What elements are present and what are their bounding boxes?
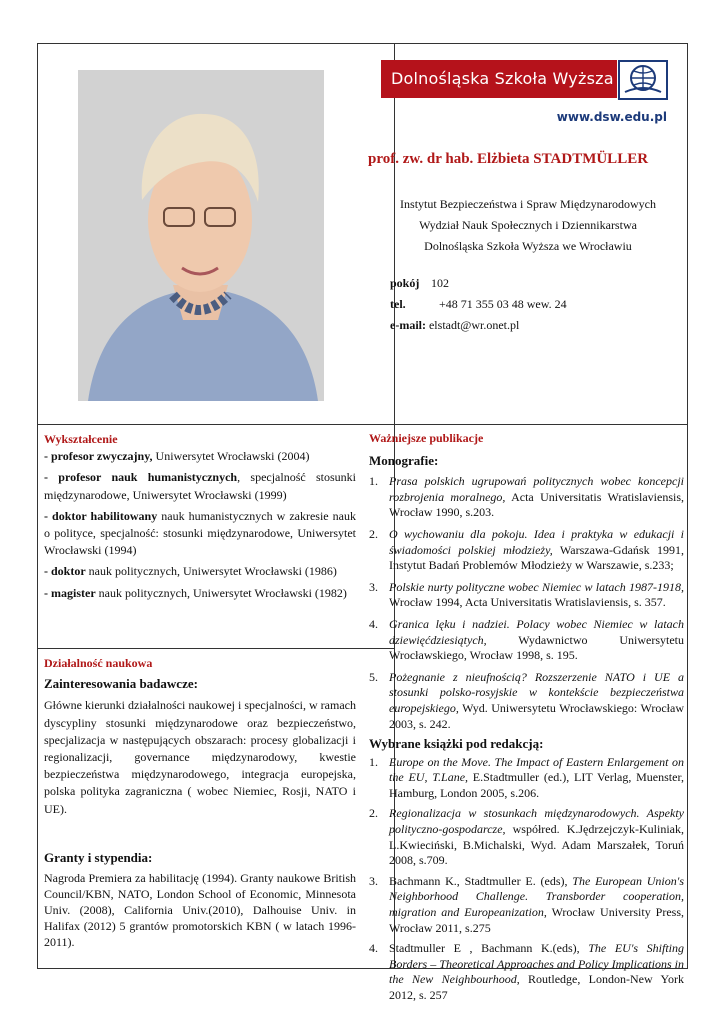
publications-title: Ważniejsze publikacje [369,431,484,445]
list-item: 4. Granica lęku i nadziei. Polacy wobec Niemiec w latach dziewięćdziesiątych, Wydawnictwo Uniwersytetu Wrocławskiego, Wrocław 1998, s. 195. [369,616,684,663]
monographs-list [369,474,684,732]
room-row [390,273,567,294]
education-title: Wykształcenie [44,432,118,446]
list-item: 4. Stadtmuller E , Bachmann K.(eds), The EU's Shifting Borders – Theoretical Approaches and Policy Implications in the New Neighbourhood, Routledge, London-New York 2012, s. 257 [369,941,684,1002]
affiliation-institute: Instytut Bezpieczeństwa i Spraw Międzynarodowych [400,197,656,211]
research-subtitle: Zainteresowania badawcze: [44,676,198,692]
person-name: prof. zw. dr hab. Elżbieta STADTMÜLLER [368,151,649,167]
grants-section [44,850,356,950]
research-section [44,655,356,818]
email-value[interactable]: elstadt@wr.onet.pl [428,318,520,332]
affiliation-school: Dolnośląska Szkoła Wyższa we Wrocławiu [424,239,632,253]
publications-section [369,431,684,738]
list-item: 3. Bachmann K., Stadtmuller E. (eds), The European Union's Neighborhood Challenge. Transborder cooperation, migration and Europeanization, Wrocław University Press, Wrocław 2011, s.275 [369,873,684,935]
affiliation [378,194,678,257]
email-label: e-mail: [390,318,426,332]
portrait-photo [78,70,324,401]
affiliation-faculty: Wydział Nauk Społecznych i Dziennikarstwa [419,218,637,232]
list-item: 3. Polskie nurty polityczne wobec Niemiec w latach 1987-1918, Wrocław 1994, Acta Universitatis Wratislaviensis, s. 357. [369,579,684,610]
room-label: pokój [390,276,420,290]
education-section [44,431,356,606]
edited-books-title: Wybrane książki pod redakcją: [369,736,544,751]
row-divider [38,424,687,425]
education-item: - profesor zwyczajny, Uniwersytet Wrocławski (2004) [44,449,310,464]
email-row [390,315,567,336]
tel-label: tel. [390,297,406,311]
logo-text: Dolnośląska Szkoła Wyższa [381,60,617,98]
dsw-logo[interactable] [381,60,669,142]
cv-sheet [37,43,688,1002]
dsw-book-globe-icon [617,60,669,100]
education-item: - profesor nauk humanistycznych, specjalność stosunki międzynarodowe, Uniwersytet Wrocławski (1999) [44,470,356,502]
tel-row [390,294,567,315]
logo-url[interactable]: www.dsw.edu.pl [556,110,667,124]
education-item: - magister nauk politycznych, Uniwersytet Wrocławski (1982) [44,585,347,600]
list-item: 5. Pożegnanie z nieufnością? Rozszerzenie NATO i UE a stosunki polsko-rosyjskie w kontekście bezpieczeństwa europejskiego, Wyd. Uniwersytetu Wrocławskiego: Wrocław 2003, s. 242. [369,669,684,731]
grants-text: Nagroda Premiera za habilitację (1994). Granty naukowe British Council/KBN, NATO, London School of Economic, Minnesota Univ. (2008), California Univ.(2010), Dalhouise Univ. in Halifax (2012) 5 grantów promotorskich KBN ( w latach 1996-2011). [44,871,356,949]
research-title: Działalność naukowa [44,656,153,670]
edited-books-section [369,736,684,1009]
list-item: 2. O wychowaniu dla pokoju. Idea i praktyka w edukacji i świadomości polskiej młodzieży, Warszawa-Gdańsk 1991, Instytut Badań Problemów Młodzieży w Warszawie, s.233; [369,526,684,573]
list-item: 1. Europe on the Move. The Impact of Eastern Enlargement on the EU, T.Lane, E.Stadtmuller (ed.), LIT Verlag, Muenster, Hamburg, London 2005, s.206. [369,754,684,800]
education-item: - doktor habilitowany nauk humanistycznych w zakresie nauk o polityce, specjalność: stosunki międzynarodowe, Uniwersytet Wrocławski (1994) [44,508,356,558]
research-text: Główne kierunki działalności naukowej i specjalności, w ramach dyscypliny stosunki międzynarodowe oraz bezpieczeństwo, specjalizacja w następujących obszarach: procesy globalizacji i regionalizacji, governance międzynarodowy, kwestie bezpieczeństwa międzynarodowego, integracja europejska, polska polityka zagraniczna ( wobec Niemiec, Rosji, NATO i UE). [44,698,356,816]
contact-block [390,273,567,336]
list-item: 1. Prasa polskich ugrupowań politycznych wobec koncepcji rozbrojenia moralnego, Acta Universitatis Wratislaviensis, Wrocław 1990, s.203. [369,474,684,520]
tel-value[interactable]: +48 71 355 03 48 wew. 24 [439,297,567,311]
monographs-subtitle: Monografie: [369,452,439,468]
grants-title: Granty i stypendia: [44,850,153,865]
list-item: 2. Regionalizacja w stosunkach międzynarodowych. Aspekty polityczno-gospodarcze, współred. K.Jędrzejczyk-Kuliniak, L.Kwieciński, B.Michalski, Wyd. Adam Marszałek, Toruń 2008, s.709. [369,806,684,868]
room-value: 102 [431,276,449,290]
left-section-divider [38,648,394,649]
education-item: - doktor nauk politycznych, Uniwersytet Wrocławski (1986) [44,564,337,579]
edited-books-list [369,755,684,1004]
